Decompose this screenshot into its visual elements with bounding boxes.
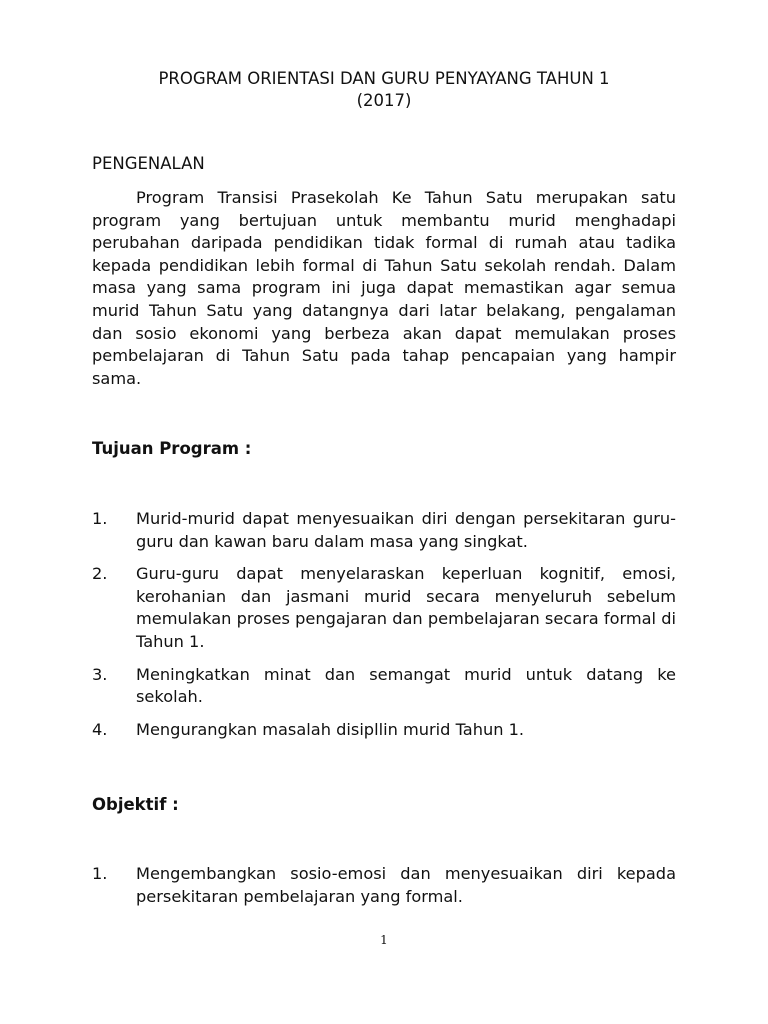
intro-heading: PENGENALAN [92,154,205,173]
title-line-2: (2017) [356,91,412,110]
list-item-number: 1. [92,509,108,528]
document-title [92,68,676,112]
list-item-text: Murid-murid dapat menyesuaikan diri dengan persekitaran guru-guru dan kawan baru dalam masa yang singkat. [136,509,676,551]
list-item-number: 1. [92,864,108,883]
intro-paragraph: Program Transisi Prasekolah Ke Tahun Satu merupakan satu program yang bertujuan untuk membantu murid menghadapi perubahan daripada pendidikan tidak formal di rumah atau tadika kepada pendidikan lebih formal di Tahun Satu sekolah rendah. Dalam masa yang sama program ini juga dapat memastikan agar semua murid Tahun Satu yang datangnya dari latar belakang, pengalaman dan sosio ekonomi yang berbeza akan dapat memulakan proses pembelajaran di Tahun Satu pada tahap pencapaian yang hampir sama. [92,188,676,388]
list-item-number: 3. [92,664,108,684]
list-item [92,664,676,709]
tujuan-list [92,508,676,751]
list-item-number: 2. [92,564,108,584]
objektif-list [92,863,676,918]
title-line-1: PROGRAM ORIENTASI DAN GURU PENYAYANG TAHUN 1 [158,69,610,88]
list-item-number: 4. [92,719,108,739]
list-item [92,863,676,908]
objektif-heading: Objektif : [92,795,179,814]
list-item [92,508,676,553]
tujuan-heading: Tujuan Program : [92,439,252,458]
list-item [92,719,676,742]
list-item [92,563,676,653]
list-item-text: Mengurangkan masalah disipllin murid Tahun 1. [136,719,525,739]
list-item-text: Guru-guru dapat menyelaraskan keperluan kognitif, emosi, kerohanian dan jasmani murid secara menyeluruh sebelum memulakan proses pengajaran dan pembelajaran secara formal di Tahun 1. [136,564,676,651]
list-item-text: Meningkatkan minat dan semangat murid untuk datang ke sekolah. [136,664,676,707]
page-number: 1 [380,933,388,947]
list-item-text: Mengembangkan sosio-emosi dan menyesuaikan diri kepada persekitaran pembelajaran yang formal. [136,864,676,906]
